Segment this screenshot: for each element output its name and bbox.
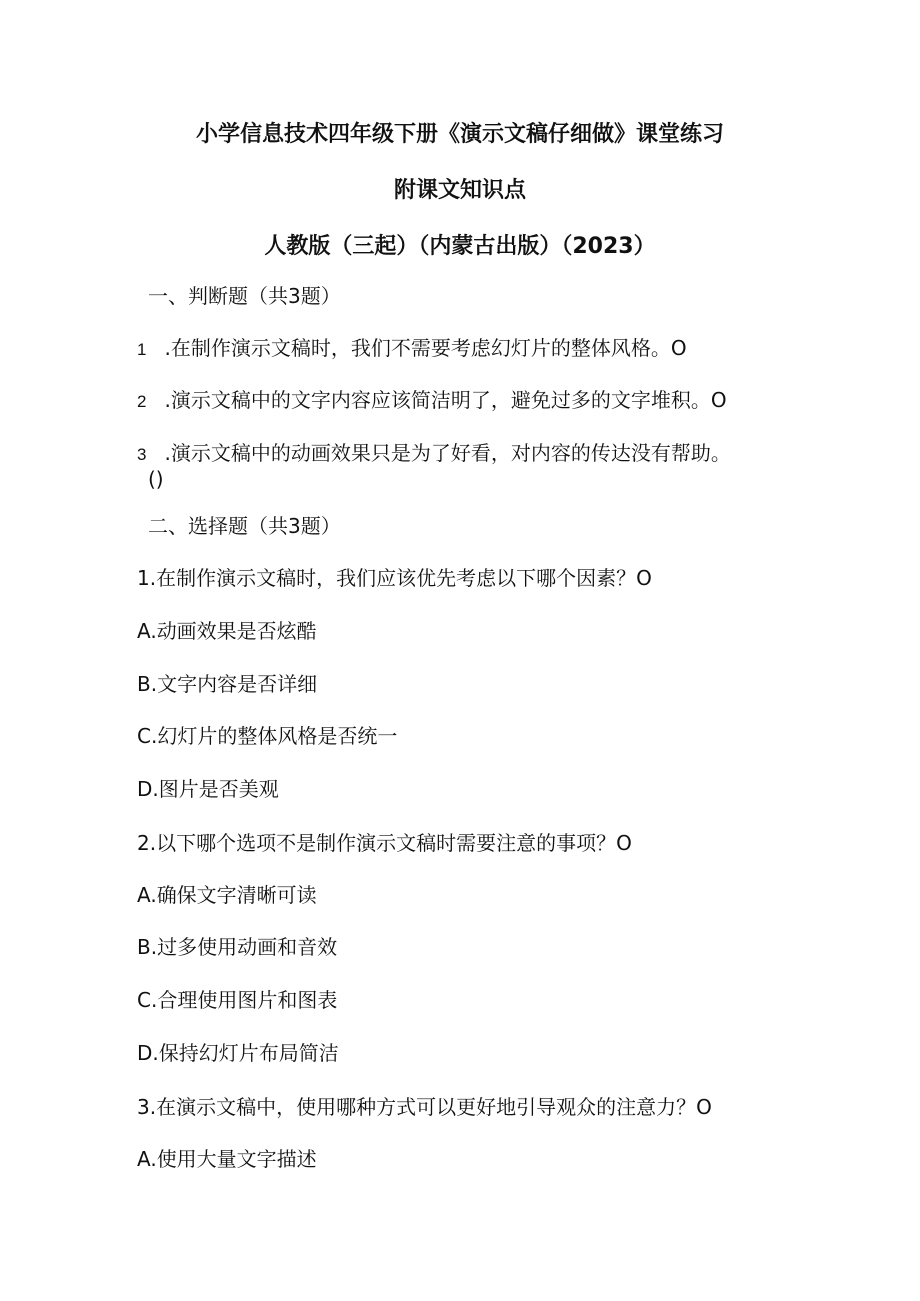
question-stem: 2.以下哪个选项不是制作演示文稿时需要注意的事项？O [137,831,632,855]
answer-option: A.动画效果是否炫酷 [137,619,317,643]
answer-option: D.图片是否美观 [137,777,279,801]
document-subtitle: 附课文知识点 [393,178,526,203]
question-stem: 1.在制作演示文稿时，我们应该优先考虑以下哪个因素？O [137,566,652,590]
answer-blank: () [148,467,164,491]
answer-option: A.使用大量文字描述 [137,1147,317,1171]
item-text: .演示文稿中的动画效果只是为了好看，对内容的传达没有帮助。 [164,441,731,465]
answer-option: C.幻灯片的整体风格是否统一 [137,724,398,748]
true-false-item [137,439,731,469]
item-text: .演示文稿中的文字内容应该简洁明了，避免过多的文字堆积。O [164,388,727,412]
section-heading-multiple-choice: 二、选择题（共3题） [148,514,341,538]
document-title: 小学信息技术四年级下册《演示文稿仔细做》课堂练习 [195,122,724,147]
item-number: 2 [137,392,147,411]
item-text: .在制作演示文稿时，我们不需要考虑幻灯片的整体风格。O [164,336,687,360]
answer-option: C.合理使用图片和图表 [137,988,338,1012]
section-heading-true-false: 一、判断题（共3题） [148,284,341,308]
answer-option: B.文字内容是否详细 [137,672,318,696]
item-number: 3 [137,445,147,464]
answer-option: A.确保文字清晰可读 [137,883,317,907]
true-false-item [137,334,687,364]
answer-option: B.过多使用动画和音效 [137,935,338,959]
item-number: 1 [137,340,147,359]
document-edition: 人教版（三起）（内蒙古出版）（2023） [264,234,656,259]
answer-option: D.保持幻灯片布局简洁 [137,1041,339,1065]
true-false-item [137,386,727,416]
question-stem: 3.在演示文稿中，使用哪种方式可以更好地引导观众的注意力？O [137,1095,712,1119]
